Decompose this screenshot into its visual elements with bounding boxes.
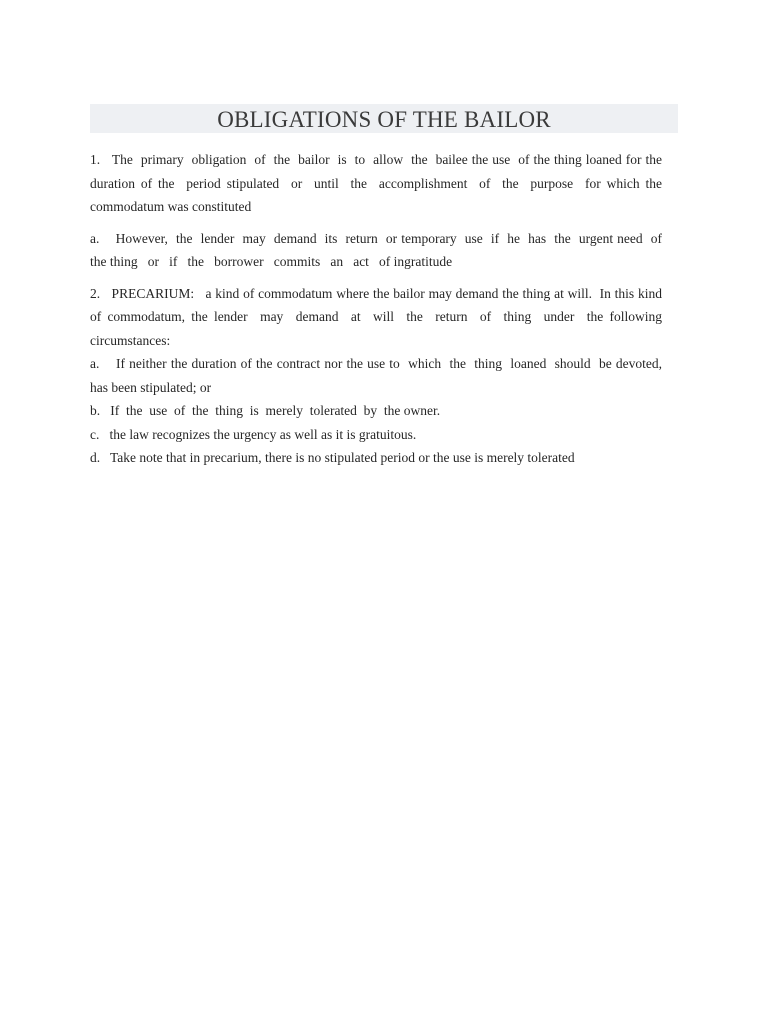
- paragraph-2c: c. the law recognizes the urgency as well as it is gratuitous.: [90, 426, 417, 442]
- paragraph-2d: d. Take note that in precarium, there is no stipulated period or the use is merely tolerated: [90, 450, 575, 465]
- paragraph-1: 1. The primary obligation of the bailor is to allow the bailee the use of the thing loaned for the duration of the period stipulated or until the accomplishment of the purpose for which the commodatum was constituted: [90, 152, 666, 214]
- paragraph-2: 2. PRECARIUM: a kind of commodatum where the bailor may demand the thing at will. In this kind of commodatum, the lender may demand at will the return of thing under the following circumstances:: [90, 285, 666, 348]
- page-title: OBLIGATIONS OF THE BAILOR: [217, 107, 551, 132]
- document-body: [90, 148, 669, 470]
- paragraph-1a: a. However, the lender may demand its return or temporary use if he has the urgent need of the thing or if the borrower commits an act of ingratitude: [90, 230, 669, 269]
- paragraph-2a: a. If neither the duration of the contract nor the use to which the thing loaned should be devoted, has been stipulated; or: [90, 356, 669, 395]
- paragraph-2b: b. If the use of the thing is merely tolerated by the owner.: [90, 403, 441, 418]
- title-banner: [90, 104, 678, 133]
